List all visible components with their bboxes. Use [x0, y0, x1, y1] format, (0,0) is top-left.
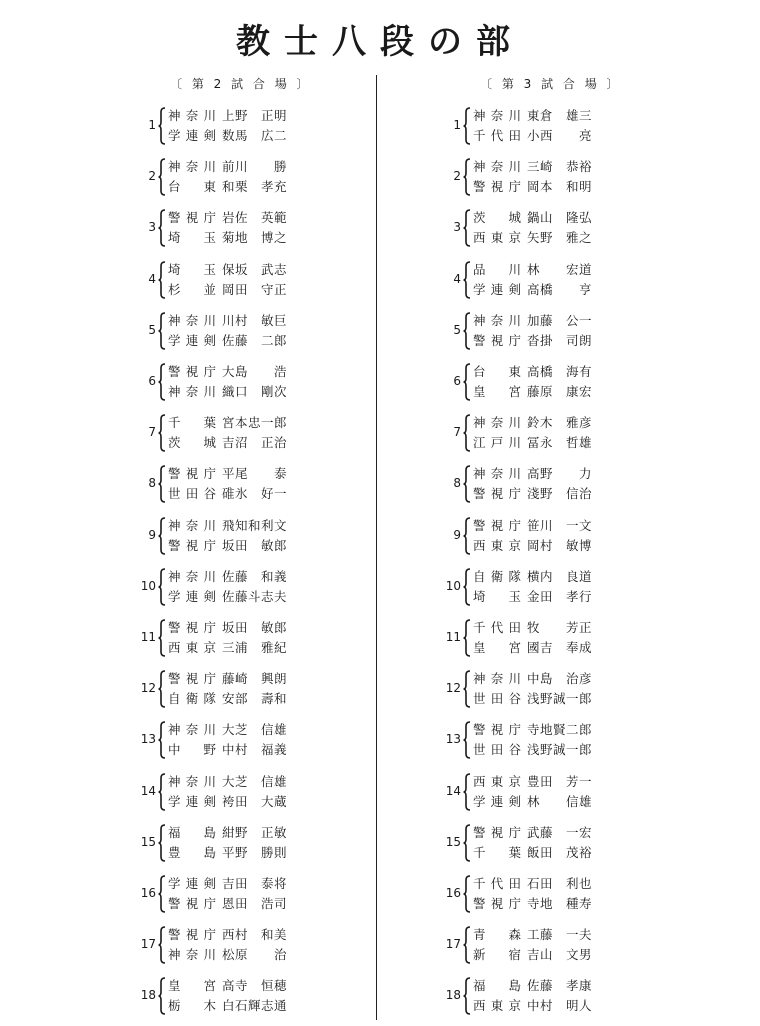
match-number: 13	[445, 732, 461, 747]
match-number: 6	[453, 374, 461, 388]
prefecture: 警視庁	[473, 179, 521, 195]
competitor-name: 横内 良道	[527, 568, 593, 584]
match-number: 9	[453, 527, 461, 542]
competitor-name: 佐藤 和義	[222, 568, 288, 584]
match-row	[445, 362, 675, 402]
prefecture: 神奈川	[473, 415, 521, 431]
competitor-name: 大芝 信雄	[222, 773, 288, 789]
match-row	[140, 669, 370, 709]
brace-icon	[158, 823, 166, 863]
prefecture: 福 島	[168, 824, 216, 840]
competitor-name: 武藤 一宏	[527, 824, 593, 840]
competitor-name: 東倉 雄三	[527, 108, 593, 123]
match-row	[445, 618, 675, 658]
brace-icon	[463, 464, 471, 504]
prefecture: 警視庁	[168, 671, 216, 687]
prefecture: 警視庁	[168, 364, 216, 379]
prefecture: 警視庁	[473, 722, 521, 738]
prefecture: 千代田	[473, 620, 521, 635]
match-row	[140, 925, 370, 965]
brace-icon	[463, 772, 471, 812]
competitor-name: 吉山 文男	[527, 947, 593, 963]
competitor-name: 淺野 信治	[527, 486, 593, 502]
match-row	[140, 720, 370, 760]
brace-icon	[158, 669, 166, 709]
prefecture: 千代田	[473, 128, 521, 143]
match-number: 18	[140, 988, 156, 1003]
competitor-name: 前川 勝	[222, 159, 288, 175]
prefecture: 神奈川	[168, 312, 216, 328]
prefecture: 千 葉	[168, 415, 216, 431]
competitor-name: 吉沼 正治	[222, 435, 288, 451]
competitor-name: 冨永 哲雄	[527, 435, 593, 451]
competitor-name: 矢野 雅之	[527, 230, 593, 246]
match-number: 7	[453, 425, 461, 440]
match-row	[445, 976, 675, 1016]
prefecture: 学連剣	[473, 281, 521, 297]
prefecture: 豊 島	[168, 844, 216, 860]
competitor-name: 小西 亮	[527, 128, 593, 143]
brace-icon	[463, 157, 471, 197]
brace-icon	[463, 311, 471, 351]
prefecture: 西東京	[473, 537, 521, 553]
match-number: 2	[453, 169, 461, 184]
competitor-name: 浅野誠一郎	[527, 742, 593, 758]
prefecture: 福 島	[473, 978, 521, 994]
competitor-name: 寺地賢二郎	[527, 722, 593, 738]
match-row	[445, 669, 675, 709]
prefecture: 警視庁	[473, 824, 521, 840]
prefecture: 学連剣	[168, 793, 216, 809]
prefecture: 神奈川	[168, 384, 216, 399]
competitor-name: 坂田 敏郎	[222, 620, 288, 635]
prefecture: 皇 宮	[473, 640, 521, 655]
prefecture: 神奈川	[473, 312, 521, 328]
prefecture: 西東京	[473, 998, 521, 1014]
prefecture: 皇 宮	[473, 384, 521, 399]
competitor-name: 佐藤 二郎	[222, 332, 288, 348]
match-row	[445, 157, 675, 197]
match-number: 5	[148, 322, 156, 337]
prefecture: 栃 木	[168, 998, 216, 1014]
competitor-name: 鍋山 隆弘	[527, 210, 593, 226]
brace-icon	[158, 106, 166, 146]
prefecture: 自衛隊	[168, 691, 216, 707]
prefecture: 神奈川	[473, 108, 521, 123]
match-number: 1	[453, 118, 461, 132]
brace-icon	[158, 362, 166, 402]
competitor-name: 飯田 茂裕	[527, 844, 593, 860]
competitor-name: 坂田 敏郎	[222, 537, 288, 553]
competitor-name: 袴田 大蔵	[222, 793, 288, 809]
match-row	[445, 772, 675, 812]
match-number: 1	[148, 118, 156, 132]
competitor-name: 数馬 広二	[222, 128, 288, 143]
brace-icon	[158, 311, 166, 351]
prefecture: 中 野	[168, 742, 216, 758]
brace-icon	[463, 874, 471, 914]
prefecture: 神奈川	[168, 159, 216, 175]
competitor-name: 宮本忠一郎	[222, 415, 288, 431]
prefecture: 茨 城	[473, 210, 521, 226]
match-number: 11	[140, 630, 156, 644]
competitor-name: 高橋 亨	[527, 281, 593, 297]
match-row	[140, 157, 370, 197]
match-number: 8	[148, 476, 156, 491]
match-number: 17	[445, 937, 461, 952]
competitor-name: 菊地 博之	[222, 230, 288, 246]
competitor-name: 和栗 孝充	[222, 179, 288, 195]
competitor-name: 藤崎 興朗	[222, 671, 288, 687]
competitor-name: 豊田 芳一	[527, 773, 593, 789]
prefecture: 警視庁	[168, 620, 216, 635]
match-number: 9	[148, 527, 156, 542]
match-row	[445, 260, 675, 300]
competitor-name: 吉田 泰将	[222, 876, 288, 891]
competitor-name: 飛知和利文	[222, 517, 288, 533]
competitor-name: 林 信雄	[527, 793, 593, 809]
match-number: 16	[445, 886, 461, 900]
competitor-name: 岡田 守正	[222, 281, 288, 297]
match-number: 4	[148, 271, 156, 286]
competitor-name: 上野 正明	[222, 108, 288, 123]
match-row	[140, 464, 370, 504]
competitor-name: 平尾 泰	[222, 466, 288, 482]
match-number: 18	[445, 988, 461, 1003]
brace-icon	[463, 669, 471, 709]
brace-icon	[158, 874, 166, 914]
prefecture: 警視庁	[168, 537, 216, 553]
brace-icon	[158, 772, 166, 812]
court-heading: 〔 第 3 試 合 場 〕	[480, 77, 622, 91]
competitor-name: 大芝 信雄	[222, 722, 288, 738]
match-row	[445, 516, 675, 556]
competitor-name: 岡本 和明	[527, 179, 593, 195]
match-number: 5	[453, 322, 461, 337]
match-row	[445, 106, 675, 146]
competitor-name: 岩佐 英範	[222, 210, 288, 226]
match-row	[445, 925, 675, 965]
prefecture: 警視庁	[168, 210, 216, 226]
match-row	[140, 516, 370, 556]
match-row	[140, 106, 370, 146]
match-number: 8	[453, 476, 461, 491]
match-row	[445, 874, 675, 914]
prefecture: 神奈川	[168, 517, 216, 533]
match-number: 12	[140, 681, 156, 696]
prefecture: 世田谷	[473, 742, 521, 758]
competitor-name: 寺地 種寿	[527, 896, 593, 911]
match-row	[140, 976, 370, 1016]
prefecture: 西東京	[473, 773, 521, 789]
brace-icon	[463, 925, 471, 965]
match-row	[140, 772, 370, 812]
competitor-name: 牧 芳正	[527, 620, 593, 635]
brace-icon	[158, 413, 166, 453]
match-number: 3	[453, 220, 461, 235]
match-row	[140, 618, 370, 658]
brace-icon	[158, 516, 166, 556]
competitor-name: 鈴木 雅彦	[527, 415, 593, 431]
competitor-name: 浅野誠一郎	[527, 691, 593, 707]
match-row	[445, 208, 675, 248]
prefecture: 杉 並	[168, 281, 216, 297]
match-row	[140, 260, 370, 300]
prefecture: 青 森	[473, 927, 521, 943]
prefecture: 警視庁	[168, 896, 216, 911]
prefecture: 学連剣	[168, 876, 216, 891]
competitor-name: 川村 敏巨	[222, 312, 288, 328]
competitor-name: 國吉 奉成	[527, 640, 593, 655]
competitor-name: 保坂 武志	[222, 261, 288, 277]
brace-icon	[463, 362, 471, 402]
competitor-name: 佐藤斗志夫	[222, 588, 288, 604]
match-number: 3	[148, 220, 156, 235]
prefecture: 埼 玉	[168, 230, 216, 246]
brace-icon	[158, 618, 166, 658]
competitor-name: 佐藤 孝康	[527, 978, 593, 994]
column-divider	[376, 75, 377, 1020]
match-number: 10	[140, 578, 156, 593]
brace-icon	[158, 567, 166, 607]
prefecture: 学連剣	[168, 128, 216, 143]
competitor-name: 中島 治彦	[527, 671, 593, 687]
prefecture: 自衛隊	[473, 568, 521, 584]
match-number: 13	[140, 732, 156, 747]
competitor-name: 工藤 一夫	[527, 927, 593, 943]
prefecture: 警視庁	[473, 896, 521, 911]
prefecture: 埼 玉	[473, 588, 521, 604]
prefecture: 警視庁	[473, 486, 521, 502]
brace-icon	[463, 208, 471, 248]
match-row	[140, 823, 370, 863]
prefecture: 千 葉	[473, 844, 521, 860]
match-row	[445, 823, 675, 863]
competitor-name: 中村 福義	[222, 742, 288, 758]
competitor-name: 大島 浩	[222, 364, 288, 379]
brace-icon	[158, 464, 166, 504]
competitor-name: 中村 明人	[527, 998, 593, 1014]
competitor-name: 金田 孝行	[527, 588, 593, 604]
brace-icon	[158, 925, 166, 965]
prefecture: 学連剣	[168, 588, 216, 604]
competitor-name: 沓掛 司朗	[527, 332, 593, 348]
competitor-name: 恩田 浩司	[222, 896, 288, 911]
match-number: 2	[148, 169, 156, 184]
prefecture: 警視庁	[473, 517, 521, 533]
brace-icon	[158, 208, 166, 248]
match-number: 14	[445, 783, 461, 798]
match-number: 15	[140, 834, 156, 849]
brace-icon	[158, 720, 166, 760]
brace-icon	[463, 823, 471, 863]
competitor-name: 岡村 敏博	[527, 537, 593, 553]
competitor-name: 白石輝志通	[222, 998, 288, 1014]
competitor-name: 三崎 恭裕	[527, 159, 593, 175]
match-row	[445, 311, 675, 351]
competitor-name: 加藤 公一	[527, 312, 593, 328]
match-number: 7	[148, 425, 156, 440]
prefecture: 警視庁	[168, 466, 216, 482]
brace-icon	[158, 260, 166, 300]
prefecture: 台 東	[168, 179, 216, 195]
brace-icon	[463, 413, 471, 453]
competitor-name: 松原 治	[222, 947, 288, 963]
prefecture: 神奈川	[473, 671, 521, 687]
prefecture: 神奈川	[168, 108, 216, 123]
prefecture: 埼 玉	[168, 261, 216, 277]
brace-icon	[463, 976, 471, 1016]
brace-icon	[463, 567, 471, 607]
match-row	[140, 567, 370, 607]
match-row	[445, 720, 675, 760]
brace-icon	[463, 618, 471, 658]
competitor-name: 林 宏道	[527, 261, 593, 277]
match-row	[140, 362, 370, 402]
prefecture: 世田谷	[473, 691, 521, 707]
prefecture: 皇 宮	[168, 978, 216, 994]
brace-icon	[158, 976, 166, 1016]
prefecture: 茨 城	[168, 435, 216, 451]
match-number: 17	[140, 937, 156, 952]
brace-icon	[158, 157, 166, 197]
prefecture: 世田谷	[168, 486, 216, 502]
match-row	[445, 413, 675, 453]
competitor-name: 高野 力	[527, 466, 593, 482]
competitor-name: 織口 剛次	[222, 384, 288, 399]
match-number: 11	[445, 630, 461, 644]
prefecture: 西東京	[473, 230, 521, 246]
competitor-name: 石田 利也	[527, 876, 593, 891]
match-number: 14	[140, 783, 156, 798]
competitor-name: 笹川 一文	[527, 517, 593, 533]
prefecture: 江戸川	[473, 435, 521, 451]
prefecture: 警視庁	[168, 927, 216, 943]
match-row	[445, 464, 675, 504]
brace-icon	[463, 720, 471, 760]
competitor-name: 高寺 恒穂	[222, 978, 288, 994]
prefecture: 神奈川	[168, 947, 216, 963]
match-row	[445, 567, 675, 607]
match-number: 15	[445, 834, 461, 849]
competitor-name: 碓氷 好一	[222, 486, 288, 502]
match-number: 16	[140, 886, 156, 900]
competitor-name: 紺野 正敏	[222, 824, 288, 840]
prefecture: 台 東	[473, 364, 521, 379]
prefecture: 神奈川	[168, 773, 216, 789]
match-list	[140, 106, 370, 1026]
match-number: 4	[453, 271, 461, 286]
prefecture: 神奈川	[473, 466, 521, 482]
prefecture: 千代田	[473, 876, 521, 891]
prefecture: 品 川	[473, 261, 521, 277]
prefecture: 学連剣	[473, 793, 521, 809]
page-title: 教士八段の部	[236, 22, 524, 62]
brace-icon	[463, 516, 471, 556]
competitor-name: 藤原 康宏	[527, 384, 593, 399]
competitor-name: 高橋 海有	[527, 364, 593, 379]
prefecture: 学連剣	[168, 332, 216, 348]
match-number: 12	[445, 681, 461, 696]
match-list	[445, 106, 675, 1026]
prefecture: 神奈川	[473, 159, 521, 175]
prefecture: 西東京	[168, 640, 216, 655]
match-number: 6	[148, 374, 156, 388]
match-number: 10	[445, 578, 461, 593]
match-row	[140, 874, 370, 914]
court-heading: 〔 第 2 試 合 場 〕	[170, 77, 312, 91]
prefecture: 警視庁	[473, 332, 521, 348]
match-row	[140, 208, 370, 248]
competitor-name: 平野 勝則	[222, 844, 288, 860]
competitor-name: 三浦 雅紀	[222, 640, 288, 655]
prefecture: 新 宿	[473, 947, 521, 963]
brace-icon	[463, 106, 471, 146]
prefecture: 神奈川	[168, 568, 216, 584]
match-row	[140, 311, 370, 351]
competitor-name: 安部 壽和	[222, 691, 288, 707]
competitor-name: 西村 和美	[222, 927, 288, 943]
brace-icon	[463, 260, 471, 300]
prefecture: 神奈川	[168, 722, 216, 738]
match-row	[140, 413, 370, 453]
